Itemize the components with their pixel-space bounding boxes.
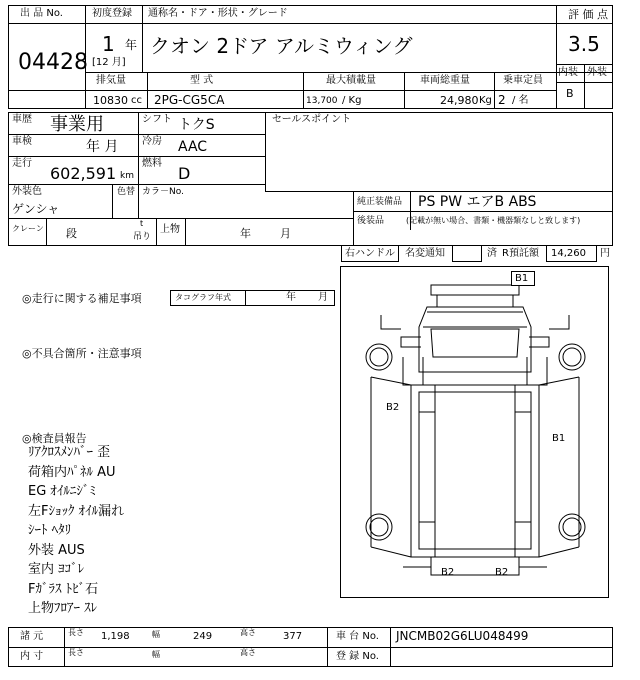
width: 249 xyxy=(193,631,213,642)
upper-body-year: 年 xyxy=(240,227,251,240)
interior-grade: B xyxy=(566,87,574,100)
mileage-unit: km xyxy=(120,171,134,181)
chassis-label: 車 台 No. xyxy=(336,631,379,642)
specs-label: 諸 元 xyxy=(20,631,44,642)
mileage-label: 走行 xyxy=(12,158,32,169)
recycle-fee: 14,260 xyxy=(551,248,586,259)
color-label: 外装色 xyxy=(12,186,42,197)
equipment: PS PW エアB ABS xyxy=(418,194,537,210)
year-unit: 年 xyxy=(125,38,138,52)
color-code-label: カラ－No. xyxy=(142,187,184,197)
color-change-label: 色替 xyxy=(117,187,136,197)
inspector-item: ﾘｱｸﾛｽﾒﾝﾊﾞｰ 歪 xyxy=(28,445,111,460)
upper-body-month: 月 xyxy=(280,227,291,240)
yen-unit: 円 xyxy=(600,248,610,259)
sales-point-label: セールスポイント xyxy=(272,114,352,125)
crane-ton: t xyxy=(140,219,144,228)
right-hand-label: 右ハンドル xyxy=(345,248,395,259)
registration-label: 登 録 No. xyxy=(336,651,379,662)
mileage: 602,591 xyxy=(50,164,117,183)
overall-grade: 3.5 xyxy=(568,32,600,56)
vehicle-name-label: 通称名・ドア・形状・グレード xyxy=(148,8,288,19)
color: ゲンシャ xyxy=(12,202,60,216)
width-label: 幅 xyxy=(152,630,160,639)
model-label: 型 式 xyxy=(190,75,214,86)
inspector-report-label: ◎検査員報告 xyxy=(22,432,87,445)
length-label: 長さ xyxy=(68,628,84,637)
crane-lift: 吊り xyxy=(133,232,152,242)
history-label: 車歴 xyxy=(12,114,32,125)
crane-stage: 段 xyxy=(66,227,77,240)
gross-unit: Kg xyxy=(479,95,492,106)
tachograph-label: タコグラフ年式 xyxy=(175,293,231,302)
height-label-2: 高さ xyxy=(240,648,256,657)
history: 事業用 xyxy=(50,114,104,135)
inspector-item: 外装 AUS xyxy=(28,542,85,558)
model: 2PG-CG5CA xyxy=(154,93,225,107)
defects-label: ◎不具合箇所・注意事項 xyxy=(22,347,142,360)
displacement-label: 排気量 xyxy=(96,75,126,86)
damage-mark-front: B1 xyxy=(515,273,529,284)
lot-no-label: 出 品 No. xyxy=(20,8,63,19)
inspection-label: 車検 xyxy=(12,136,32,147)
width-label-2: 幅 xyxy=(152,650,160,659)
cc-unit: cc xyxy=(131,95,142,106)
vehicle-diagram xyxy=(340,266,609,598)
shift-label: シフト xyxy=(142,114,172,125)
fuel-label: 燃料 xyxy=(142,158,162,169)
tachograph-month: 月 xyxy=(318,292,328,303)
vehicle-name: クオン 2ドア アルミウィング xyxy=(150,34,413,58)
inspector-item: ｼｰﾄ ﾍﾀﾘ xyxy=(28,523,72,538)
name-change-box xyxy=(452,245,482,262)
length: 1,198 xyxy=(101,631,130,642)
inspection: 年 月 xyxy=(86,139,119,155)
first-reg-year: 1 xyxy=(102,32,115,56)
height: 377 xyxy=(283,631,303,642)
fuel: D xyxy=(178,164,191,183)
length-label-2: 長さ xyxy=(68,648,84,657)
damage-mark-left: B2 xyxy=(386,402,400,413)
inner-size-label: 内 寸 xyxy=(20,651,44,662)
capacity-unit: / 名 xyxy=(512,95,529,106)
grade-label: 評 価 点 xyxy=(568,8,608,21)
aftermarket-note: (記載が無い場合、書類・機器類なしと致します) xyxy=(406,216,581,225)
exterior-grade-label: 外装 xyxy=(587,67,607,78)
chassis-number: JNCMB02G6LU048499 xyxy=(396,629,529,643)
gross-weight-label: 車両総重量 xyxy=(420,75,470,86)
inspector-item: Fｶﾞﾗｽ ﾄﾋﾞ石 xyxy=(28,581,99,597)
truck-outline xyxy=(341,267,608,597)
tachograph-year: 年 xyxy=(286,292,296,303)
inspector-item: 室内 ﾖｺﾞﾚ xyxy=(28,562,85,577)
interior-grade-label: 内装 xyxy=(558,67,578,78)
first-reg-label: 初度登録 xyxy=(92,8,132,19)
recycle-label: 済 xyxy=(487,248,497,259)
lot-no: 04428 xyxy=(18,50,88,75)
shift: トクS xyxy=(178,117,215,133)
upper-body-label: 上物 xyxy=(160,224,180,235)
capacity: 2 xyxy=(498,93,506,107)
capacity-label: 乗車定員 xyxy=(503,75,543,86)
air-conditioner: AAC xyxy=(178,139,208,155)
damage-mark-right: B1 xyxy=(552,433,566,444)
max-load: 13,700 xyxy=(306,96,338,106)
ac-label: 冷房 xyxy=(142,136,162,147)
inspector-item: 左Fｼｮｯｸ ｵｲﾙ漏れ xyxy=(28,503,125,519)
height-label: 高さ xyxy=(240,628,256,637)
inspector-item: 上物ﾌﾛｱｰ ｽﾚ xyxy=(28,601,98,616)
displacement: 10830 xyxy=(93,94,128,107)
load-label: 最大積載量 xyxy=(326,75,376,86)
name-change-label: 名変通知 xyxy=(405,248,445,259)
driving-remarks-label: ◎走行に関する補足事項 xyxy=(22,292,142,305)
damage-mark-rear-left: B2 xyxy=(441,567,455,578)
inspector-item: 荷箱内ﾊﾟﾈﾙ AU xyxy=(28,464,116,480)
inspector-item: EG ｵｲﾙﾆｼﾞﾐ xyxy=(28,484,96,499)
crane-label: クレーン xyxy=(12,224,44,233)
load-unit: / Kg xyxy=(342,95,362,106)
aftermarket-label: 後装品 xyxy=(357,216,385,226)
equipment-label: 純正装備品 xyxy=(357,197,403,207)
recycle-fee-label: R預託額 xyxy=(502,248,539,259)
first-reg-month: [12 月] xyxy=(92,57,126,68)
gross-weight: 24,980 xyxy=(440,94,479,107)
damage-mark-rear-right: B2 xyxy=(495,567,509,578)
